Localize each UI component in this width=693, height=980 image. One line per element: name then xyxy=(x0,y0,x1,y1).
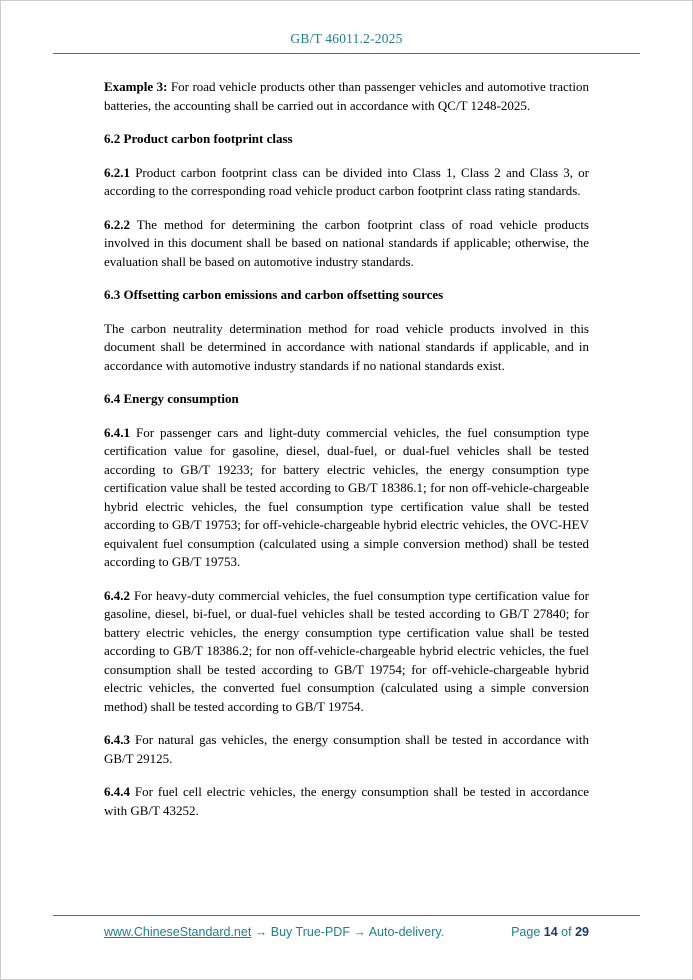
paragraph-lead: 6.2.1 xyxy=(104,164,130,180)
paragraph-6-4-1 xyxy=(104,424,589,572)
section-heading-6-3: 6.3 Offsetting carbon emissions and carbon offsetting sources xyxy=(104,287,444,302)
paragraph-lead: 6.4.3 xyxy=(104,732,130,747)
total-page-number: 29 xyxy=(575,925,589,939)
paragraph-example-3 xyxy=(104,78,589,115)
paragraph-lead: 6.4.4 xyxy=(104,784,130,799)
paragraph-text: For natural gas vehicles, the energy consumption shall be tested in accordance with GB/T 29125. xyxy=(104,732,590,766)
paragraph-text: The method for determining the carbon footprint class of road vehicle products involved in this document shall be based on national standards if applicable; otherwise, the evaluation shall be based on automotive industry standards. xyxy=(104,216,589,269)
site-link[interactable]: www.ChineseStandard.net xyxy=(104,925,252,939)
page-label: Page xyxy=(511,925,541,939)
paragraph-carbon-neutrality xyxy=(104,320,589,376)
paragraph-lead: 6.4.1 xyxy=(104,424,130,440)
page-indicator xyxy=(511,925,589,939)
section-heading-6-2: 6.2 Product carbon footprint class xyxy=(104,131,293,146)
document-header xyxy=(1,1,692,54)
current-page-number: 14 xyxy=(543,925,558,939)
of-label: of xyxy=(561,925,572,939)
paragraph-text: For passenger cars and light-duty commercial vehicles, the fuel consumption type certification value for gasoline, diesel, dual-fuel, or dual-fuel vehicles shall be tested according to GB/T 19233; for battery electric vehicles, the energy consumption type certification value shall be tested according to GB/T 18386.1; for non off-vehicle-chargeable hybrid electric vehicles, the fuel consumption type certification value shall be tested according to GB/T 19753; for off-vehicle-chargeable hybrid electric vehicles, the OVC-HEV equivalent fuel consumption (calculated using a simple conversion method) shall be tested according to GB/T 19753. xyxy=(104,424,590,569)
paragraph-6-2-2 xyxy=(104,216,589,272)
document-body xyxy=(1,54,692,820)
standard-number-title: GB/T 46011.2-2025 xyxy=(290,31,403,46)
section-heading-6-4: 6.4 Energy consumption xyxy=(104,391,239,406)
paragraph-6-2-1 xyxy=(104,164,589,201)
paragraph-text: The carbon neutrality determination method for road vehicle products involved in this document shall be determined in accordance with national standards if applicable, and in accordance with automotive industry standards if no national standards exist. xyxy=(104,320,589,373)
paragraph-text: For heavy-duty commercial vehicles, the fuel consumption type certification value for gasoline, diesel, bi-fuel, or dual-fuel vehicles shall be tested according to GB/T 27840; for battery electric vehicles, the energy consumption type certification value shall be tested according to GB/T 18386.2; for non off-vehicle-chargeable hybrid electric vehicles, the fuel consumption shall be tested according to GB/T 19754; for off-vehicle-chargeable hybrid electric vehicles, the converted fuel consumption (calculated using a simple conversion method) shall be tested according to GB/T 19754. xyxy=(104,587,590,714)
paragraph-6-4-3 xyxy=(104,731,589,768)
footer-branding xyxy=(104,925,444,939)
paragraph-6-4-2 xyxy=(104,587,589,717)
paragraph-lead: 6.4.2 xyxy=(104,587,130,603)
paragraph-text: For fuel cell electric vehicles, the energy consumption shall be tested in accordance with GB/T 43252. xyxy=(104,784,589,818)
footer-row xyxy=(53,916,640,939)
paragraph-text: Product carbon footprint class can be divided into Class 1, Class 2 and Class 3, or according to the corresponding road vehicle product carbon footprint class rating standards. xyxy=(104,164,590,198)
paragraph-lead: 6.2.2 xyxy=(104,216,130,232)
document-footer xyxy=(53,915,640,939)
paragraph-text: For road vehicle products other than passenger vehicles and automotive traction batteries, the accounting shall be carried out in accordance with QC/T 1248-2025. xyxy=(104,79,589,113)
paragraph-lead: Example 3: xyxy=(104,79,168,94)
footer-tagline: → Buy True-PDF → Auto-delivery. xyxy=(254,925,445,939)
paragraph-6-4-4 xyxy=(104,783,589,820)
